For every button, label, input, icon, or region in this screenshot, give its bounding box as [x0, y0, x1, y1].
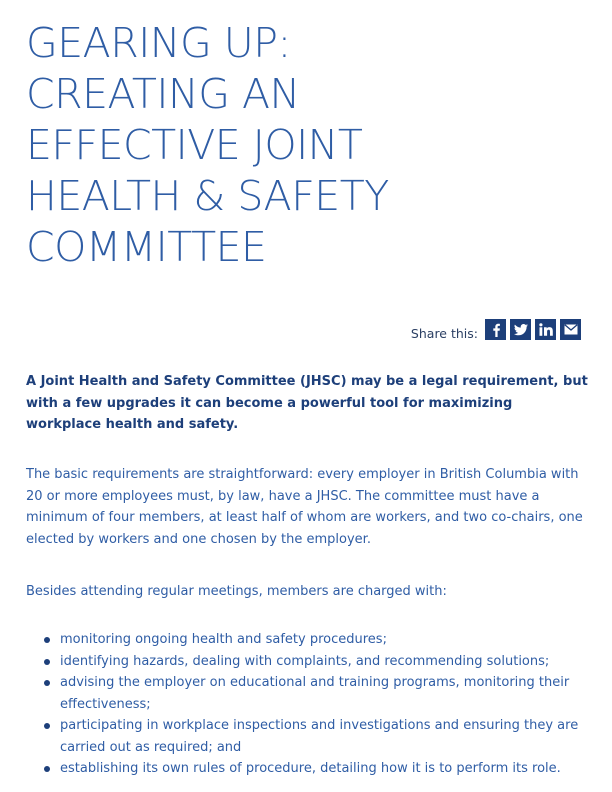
title-line: EFFECTIVE JOINT [26, 121, 363, 169]
lead-paragraph: A Joint Health and Safety Committee (JHSC) may be a legal requirement, but with a few upgrades it can become a powerful tool for maximizing workplace health and safety. [26, 374, 588, 432]
bullet-icon [44, 723, 50, 729]
share-facebook-button[interactable] [485, 319, 506, 340]
list-item [26, 651, 586, 673]
list-item-text: monitoring ongoing health and safety procedures; [60, 632, 387, 647]
title-line: CREATING AN [26, 70, 300, 118]
list-item-text: advising the employer on educational and training programs, monitoring their effectiveness; [60, 675, 570, 712]
linkedin-icon [539, 323, 553, 336]
list-item [26, 715, 586, 758]
list-item [26, 758, 586, 780]
facebook-icon [490, 323, 502, 337]
title-line: GEARING UP: [26, 19, 291, 67]
list-item [26, 629, 586, 651]
requirements-paragraph: The basic requirements are straightforward: every employer in British Columbia with 20 or more employees must, by law, have a JHSC. The committee must have a minimum of four members, at least half of whom are workers, and two co-chairs, one elected by workers and one chosen by the employer. [26, 467, 583, 547]
title-line: HEALTH & SAFETY [26, 172, 389, 220]
bullet-icon [44, 637, 50, 643]
title-line: COMMITTEE [26, 223, 267, 271]
share-twitter-button[interactable] [510, 319, 531, 340]
share-email-button[interactable] [560, 319, 581, 340]
duties-intro-paragraph: Besides attending regular meetings, members are charged with: [26, 584, 447, 599]
share-linkedin-button[interactable] [535, 319, 556, 340]
share-label: Share this: [410, 326, 478, 341]
bullet-icon [44, 659, 50, 665]
list-item-text: establishing its own rules of procedure, detailing how it is to perform its role. [60, 761, 561, 776]
bullet-icon [44, 766, 50, 772]
duties-list [26, 629, 586, 780]
list-item [26, 672, 586, 715]
bullet-icon [44, 680, 50, 686]
email-icon [564, 324, 578, 335]
list-item-text: participating in workplace inspections and investigations and ensuring they are carried out as required; and [60, 718, 579, 755]
list-item-text: identifying hazards, dealing with complaints, and recommending solutions; [60, 653, 550, 669]
twitter-icon [514, 324, 528, 336]
article-title [26, 18, 389, 273]
share-bar [411, 318, 581, 341]
